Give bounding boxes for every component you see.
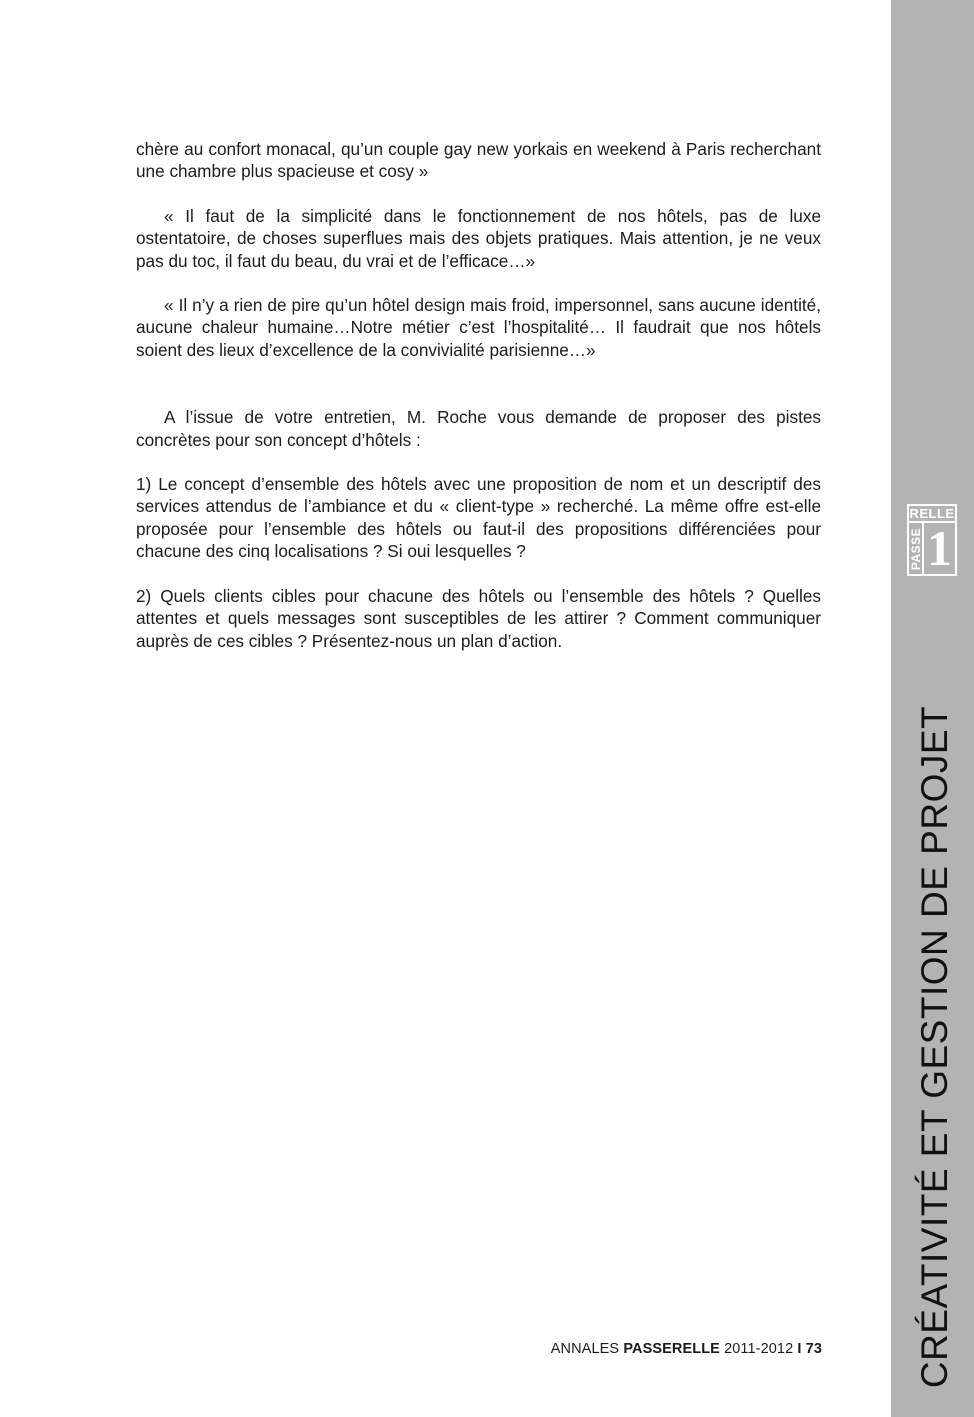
quote-hospitality: « Il n’y a rien de pire qu’un hôtel design mais froid, impersonnel, sans aucune identité, aucune chaleur humaine…Notre métier c’est l’hospitalité… Il faudrait que nos hôtels soient des lieux d’excellence de la convivialité parisienne…»: [136, 295, 821, 360]
section-title-vertical: CRÉATIVITÉ ET GESTION DE PROJET: [914, 705, 955, 1389]
logo-top-text: RELLE: [909, 506, 955, 521]
document-body: [136, 138, 821, 652]
footer-separator: I: [797, 1341, 802, 1357]
logo-side-text: PASSE: [908, 527, 923, 570]
logo-side-box: [909, 523, 924, 574]
question-1: 1) Le concept d’ensemble des hôtels avec une proposition de nom et un descriptif des services attendus de l’ambiance et du « client-type » recherché. La même offre est-elle proposée pour l’ensemble des hôtels ou faut-il des propositions différenciées pour chacune des cinq localisations ? Si oui lesquelles ?: [136, 474, 821, 562]
footer-years: 2011-2012: [724, 1341, 794, 1357]
paragraph-request: A l’issue de votre entretien, M. Roche vous demande de proposer des pistes concrètes pour son concept d’hôtels :: [136, 407, 821, 450]
logo-number: 1: [927, 520, 952, 576]
question-2: 2) Quels clients cibles pour chacune des hôtels ou l’ensemble des hôtels ? Quelles attentes et quels messages sont susceptibles de les attirer ? Comment communiquer auprès de ces cibles ? Présentez-nous un plan d’action.: [136, 585, 821, 651]
paragraph-continuation: chère au confort monacal, qu’un couple gay new yorkais en weekend à Paris recherchant une chambre plus spacieuse et cosy »: [136, 139, 821, 182]
footer-prefix: ANNALES: [550, 1341, 620, 1357]
footer-brand: PASSERELLE: [623, 1341, 720, 1357]
quote-simplicity: « Il faut de la simplicité dans le fonctionnement de nos hôtels, pas de luxe ostentatoire, de choses superflues mais des objets pratiques. Mais attention, je ne veux pas du toc, il faut du beau, du vrai et de l’efficace…»: [136, 205, 821, 271]
page-number: 73: [805, 1341, 822, 1357]
passerelle-logo: [907, 504, 957, 576]
page-footer: [551, 1341, 822, 1357]
